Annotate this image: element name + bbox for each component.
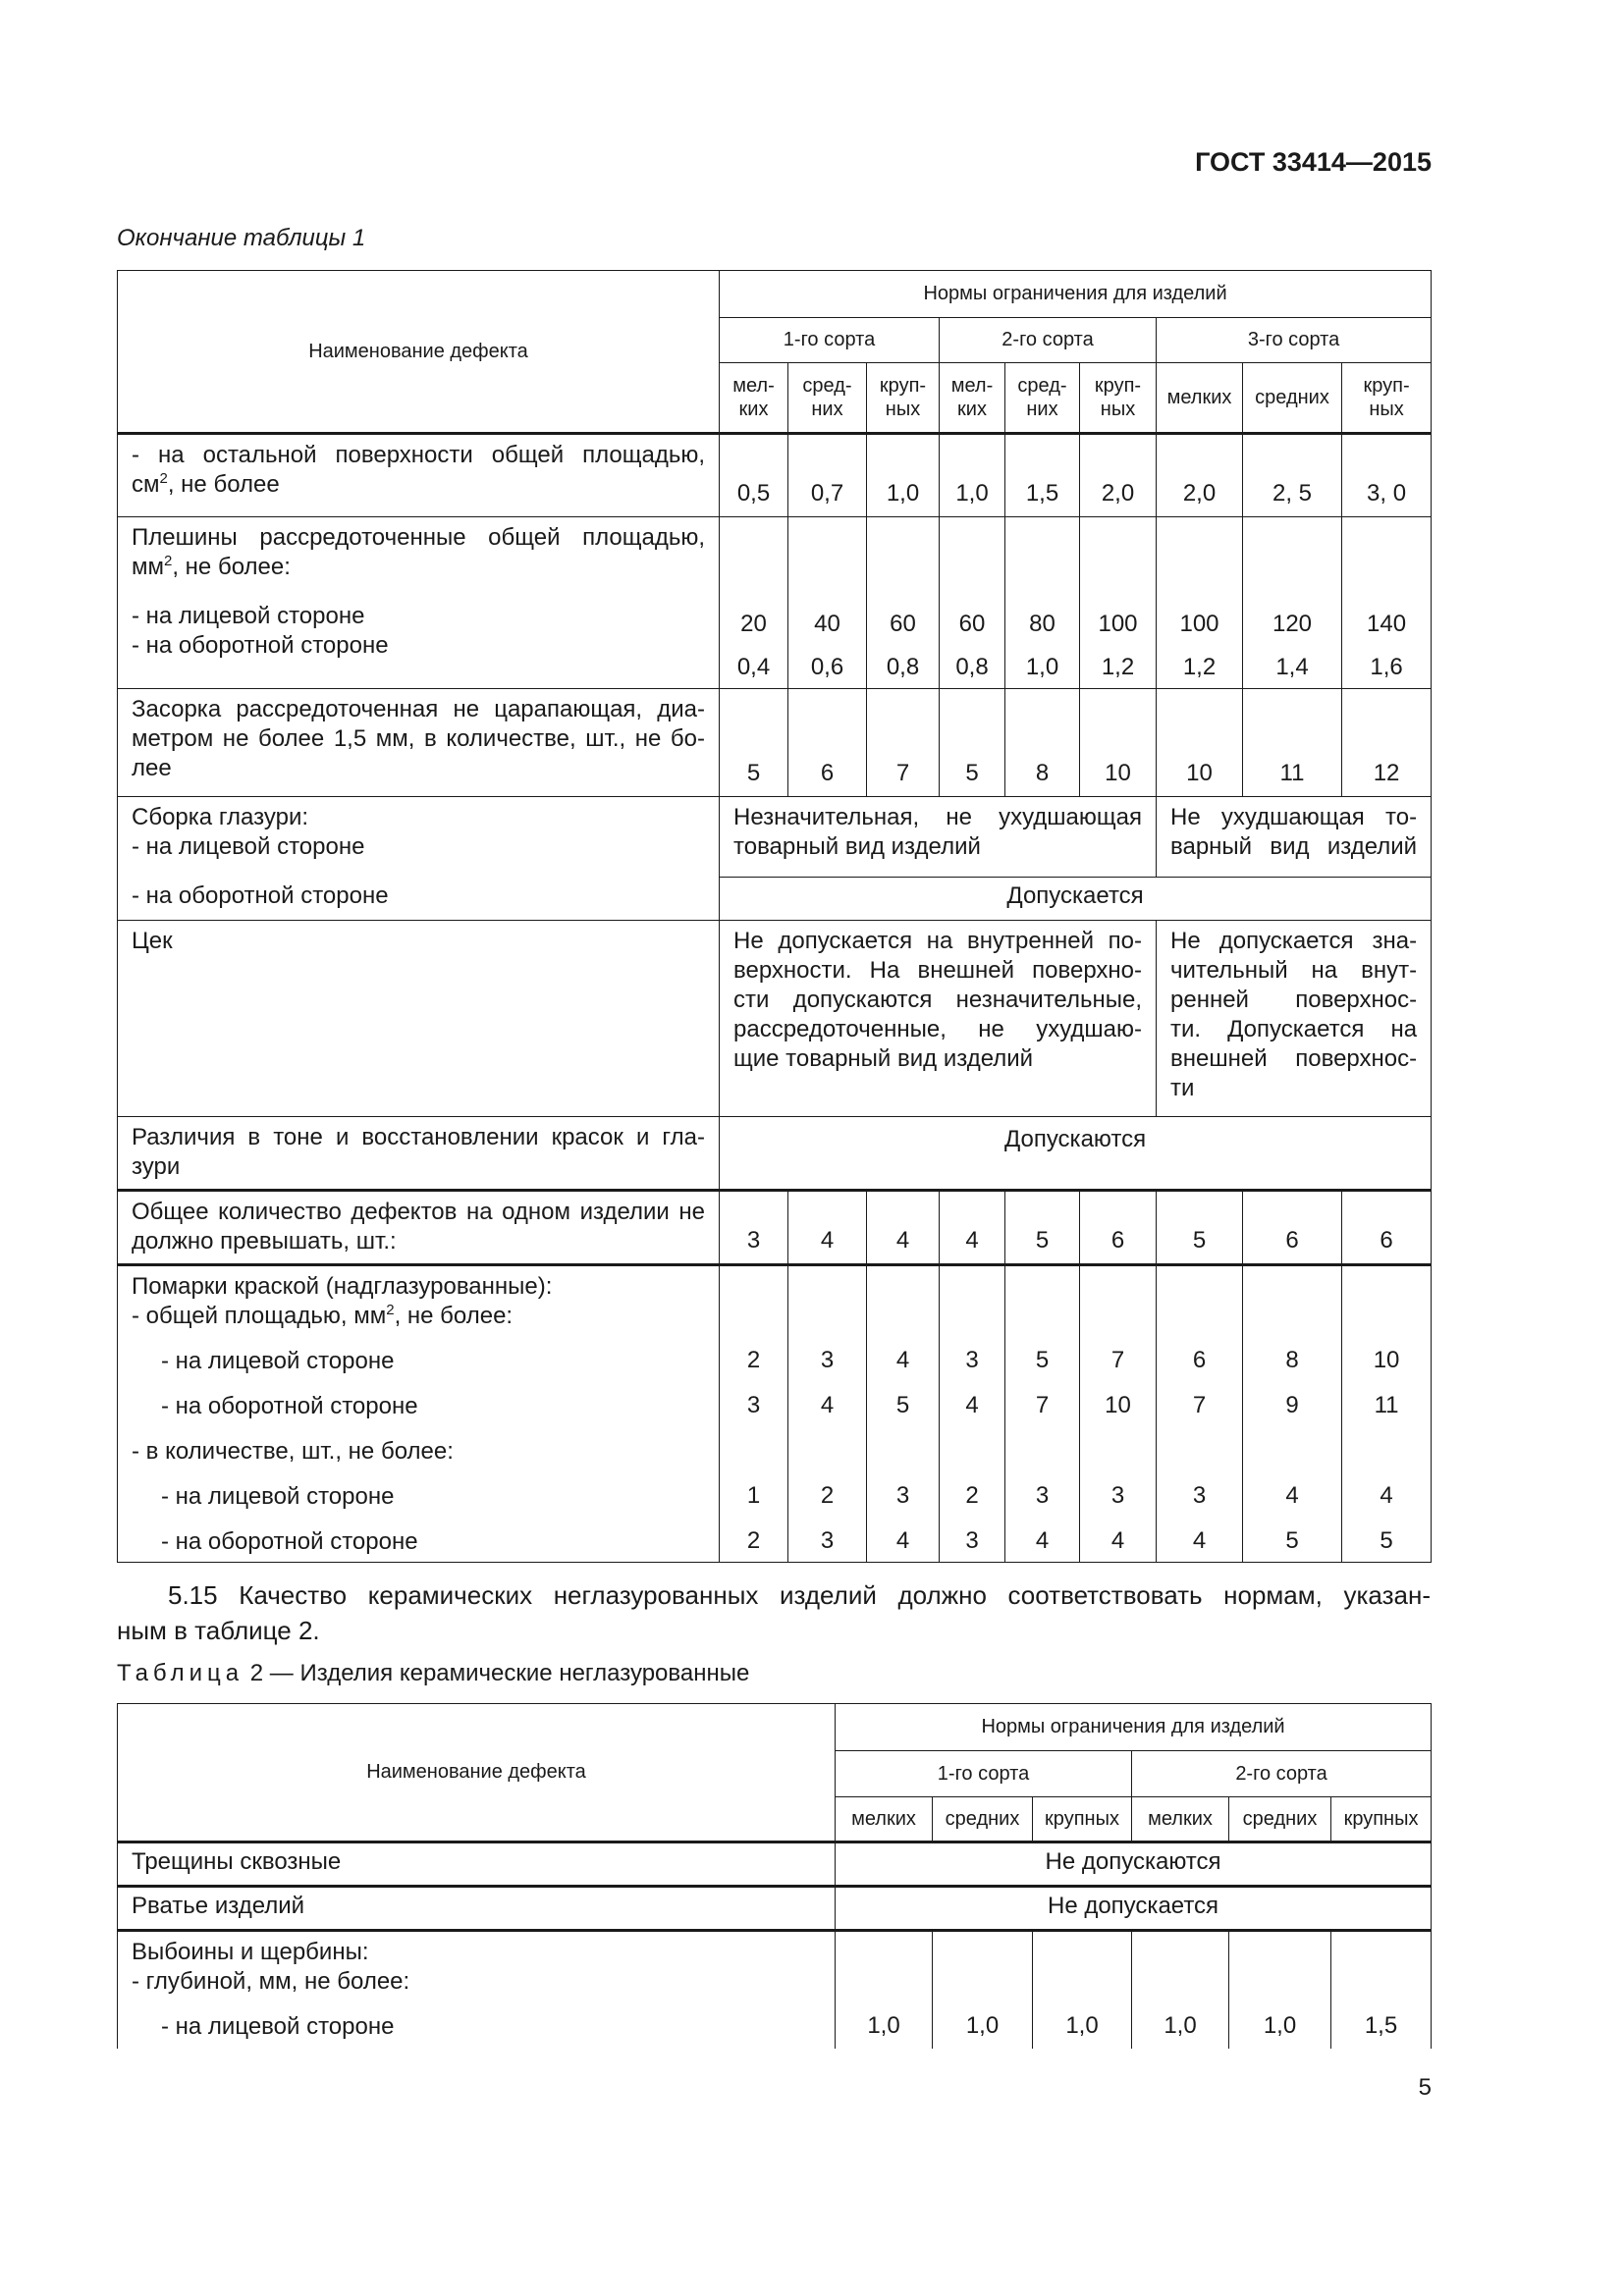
t1-size-header: мел- ких	[940, 363, 1005, 434]
t1-size-header: мел- ких	[720, 363, 788, 434]
t1-cell: 6	[1080, 1191, 1157, 1265]
t1-cell: 3 4 2 3	[940, 1265, 1005, 1563]
t1-size-header: круп- ных	[867, 363, 940, 434]
t1-row-label: Общее количество дефектов на одном изделии не должно превышать, шт.:	[118, 1191, 720, 1265]
t1-text-cell: Допускаются	[720, 1117, 1432, 1191]
t1-cell: 3 4 2 3	[788, 1265, 867, 1563]
t1-cell: 0,7	[788, 434, 867, 517]
t1-size-header: средних	[1243, 363, 1342, 434]
t1-cell: 100 1,2	[1157, 517, 1243, 689]
t1-cell: 1,0	[867, 434, 940, 517]
t2-grade-1: 1-го сорта	[836, 1751, 1132, 1797]
t1-cell: 4	[940, 1191, 1005, 1265]
t1-cell: 11	[1243, 689, 1342, 797]
t2-size-header: средних	[933, 1797, 1033, 1842]
t1-defect-col-header: Наименование дефекта	[118, 271, 720, 434]
t2-defect-col-header: Наименование дефекта	[118, 1704, 836, 1842]
t1-cell: 4	[788, 1191, 867, 1265]
t1-cell: 140 1,6	[1342, 517, 1432, 689]
t1-text-cell: Допускается	[720, 878, 1432, 921]
t1-cell: 7 10 3 4	[1080, 1265, 1157, 1563]
t1-cell: 2 3 1 2	[720, 1265, 788, 1563]
table1	[117, 270, 1432, 1563]
t1-cell: 6	[1342, 1191, 1432, 1265]
t1-cell: 4 5 3 4	[867, 1265, 940, 1563]
t1-row-label: - на оборотной стороне	[118, 878, 720, 921]
t1-cell: 5	[940, 689, 1005, 797]
table1-caption: Окончание таблицы 1	[117, 225, 366, 251]
t2-text-cell: Не допускается	[836, 1887, 1432, 1931]
document-id: ГОСТ 33414—2015	[1195, 147, 1432, 177]
t2-size-header: мелких	[1132, 1797, 1229, 1842]
t1-norms-header: Нормы ограничения для изделий	[720, 271, 1432, 318]
clause-5-15: 5.15 Качество керамических неглазурованных изделий должно соответствовать нормам, указан- ным в таблице 2.	[117, 1580, 1431, 1645]
t2-size-header: средних	[1229, 1797, 1331, 1842]
t2-cell: 1,0	[836, 1931, 933, 2049]
t1-cell: 60 0,8	[867, 517, 940, 689]
t1-cell: 1,0	[940, 434, 1005, 517]
t1-cell: 8	[1005, 689, 1080, 797]
t1-cell: 10	[1157, 689, 1243, 797]
t1-cell: 20 0,4	[720, 517, 788, 689]
t2-row-label: Трещины сквозные	[118, 1842, 836, 1887]
t1-row-label: Цек	[118, 921, 720, 1117]
t1-grade-3: 3-го сорта	[1157, 318, 1432, 363]
t1-grade-2: 2-го сорта	[940, 318, 1157, 363]
t1-size-header: мелких	[1157, 363, 1243, 434]
t1-cell: 4	[867, 1191, 940, 1265]
page-number: 5	[1418, 2074, 1432, 2101]
t1-grade-1: 1-го сорта	[720, 318, 940, 363]
t1-cell: 12	[1342, 689, 1432, 797]
t1-cell: 10	[1080, 689, 1157, 797]
t2-size-header: мелких	[836, 1797, 933, 1842]
t1-cell: 6	[788, 689, 867, 797]
table2-caption: Таблица 2 — Изделия керамические неглазурованные	[117, 1660, 750, 1686]
t1-cell: 8 9 4 5	[1243, 1265, 1342, 1563]
t2-cell: 1,0	[1132, 1931, 1229, 2049]
t2-size-header: крупных	[1331, 1797, 1432, 1842]
t1-text-cell: Не допускается зна- чительный на внут- ренней поверхнос- ти. Допускается на внешней поверхнос- ти	[1157, 921, 1432, 1117]
t2-norms-header: Нормы ограничения для изделий	[836, 1704, 1432, 1751]
t1-text-cell: Не допускается на внутренней по- верхности. На внешней поверхно- сти допускаются незначительные, рассредоточенные, не ухудшаю- щие товарный вид изделий	[720, 921, 1157, 1117]
t1-cell: 80 1,0	[1005, 517, 1080, 689]
t1-size-header: круп- ных	[1080, 363, 1157, 434]
t1-cell: 1,5	[1005, 434, 1080, 517]
t1-cell: 60 0,8	[940, 517, 1005, 689]
table2	[117, 1703, 1432, 2049]
t1-cell: 6 7 3 4	[1157, 1265, 1243, 1563]
t1-row-label: Сборка глазури: - на лицевой стороне	[118, 797, 720, 878]
t2-cell: 1,0	[1033, 1931, 1132, 2049]
t1-cell: 3	[720, 1191, 788, 1265]
t1-cell: 2, 5	[1243, 434, 1342, 517]
t1-cell: 100 1,2	[1080, 517, 1157, 689]
t1-size-header: сред- них	[788, 363, 867, 434]
t2-cell: 1,0	[1229, 1931, 1331, 2049]
t2-size-header: крупных	[1033, 1797, 1132, 1842]
t1-text-cell: Незначительная, не ухудшающая товарный вид изделий	[720, 797, 1157, 878]
t2-cell: 1,5	[1331, 1931, 1432, 2049]
t1-cell: 2,0	[1080, 434, 1157, 517]
t1-row-label: Помарки краской (надглазурованные): - общей площадью, $мм^2$, не более: - на лицевой стороне - на оборотной стороне - в количестве, шт., не более: - на лицевой стороне - на оборотной стороне	[118, 1265, 720, 1563]
t2-row-label: Рватье изделий	[118, 1887, 836, 1931]
t1-cell: 0,5	[720, 434, 788, 517]
t1-cell: 40 0,6	[788, 517, 867, 689]
t2-text-cell: Не допускаются	[836, 1842, 1432, 1887]
t1-cell: 5	[720, 689, 788, 797]
t1-cell: 5	[1005, 1191, 1080, 1265]
t2-cell: 1,0	[933, 1931, 1033, 2049]
t1-row-label: Плешины рассредоточенные общей площадью, $мм^2$, не более: - на лицевой стороне - на оборотной стороне	[118, 517, 720, 689]
t1-cell: 6	[1243, 1191, 1342, 1265]
t1-cell: 5	[1157, 1191, 1243, 1265]
t2-row-label: Выбоины и щербины: - глубиной, мм, не более: - на лицевой стороне	[118, 1931, 836, 2049]
t1-row-label: Засорка рассредоточенная не царапающая, диа- метром не более 1,5 мм, в количестве, шт., не бо- лее	[118, 689, 720, 797]
t1-cell: 3, 0	[1342, 434, 1432, 517]
t1-size-header: сред- них	[1005, 363, 1080, 434]
t2-grade-2: 2-го сорта	[1132, 1751, 1432, 1797]
t1-cell: 5 7 3 4	[1005, 1265, 1080, 1563]
t1-cell: 2,0	[1157, 434, 1243, 517]
t1-cell: 10 11 4 5	[1342, 1265, 1432, 1563]
t1-size-header: круп- ных	[1342, 363, 1432, 434]
t1-cell: 120 1,4	[1243, 517, 1342, 689]
t1-cell: 7	[867, 689, 940, 797]
t1-row-label: Различия в тоне и восстановлении красок и гла- зури	[118, 1117, 720, 1191]
t1-text-cell: Не ухудшающая то- варный вид изделий	[1157, 797, 1432, 878]
t1-row-label: - на остальной поверхности общей площадью, $см^2$, не более	[118, 434, 720, 517]
